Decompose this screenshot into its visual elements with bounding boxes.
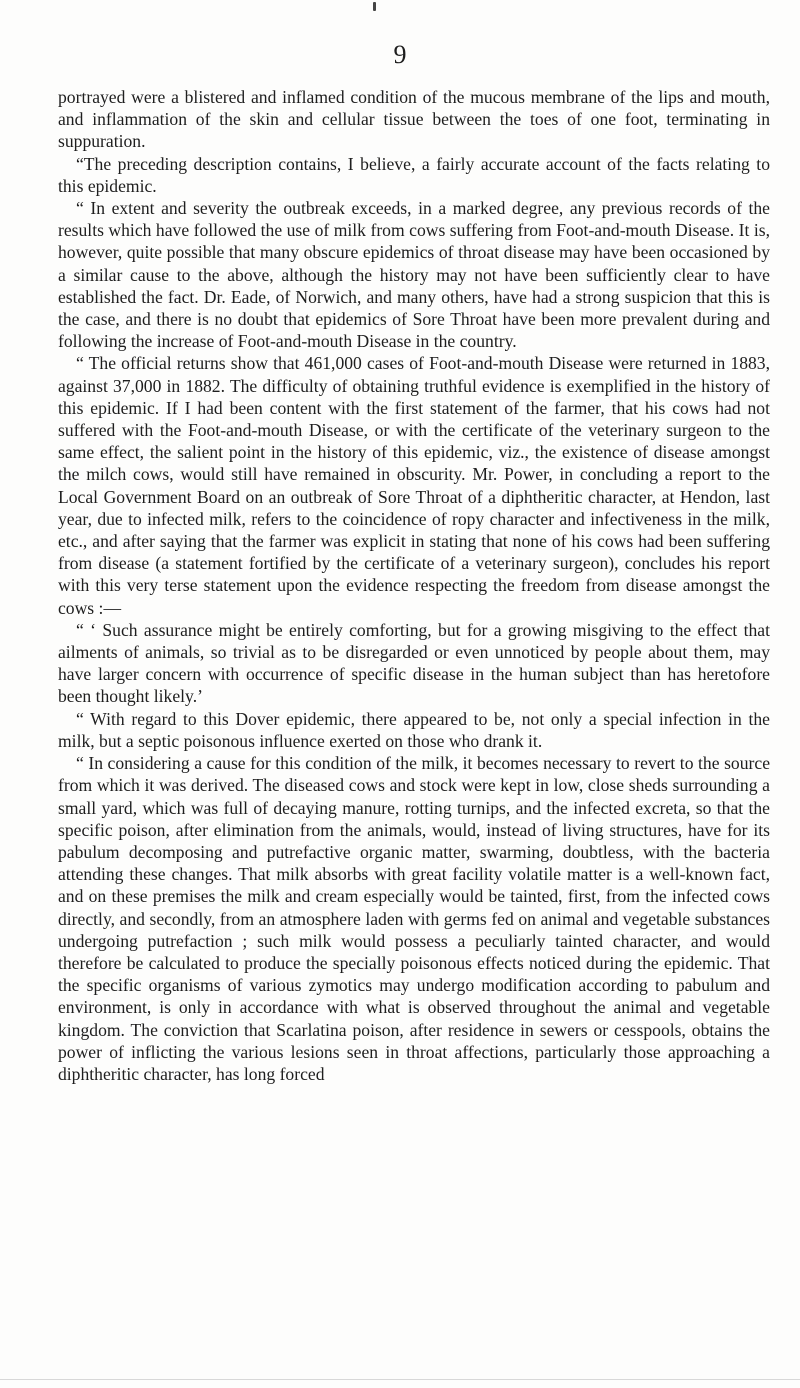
print-speck <box>373 2 376 11</box>
page-number: 9 <box>393 40 407 69</box>
paragraph-considering-cause: “ In considering a cause for this condition of the milk, it becomes necessary to revert to the source from which it was derived. The diseased cows and stock were kept in low, close sheds surrounding a small yard, which was full of decaying manure, rotting turnips, and the infected excreta, so that the specific poison, after elimination from the animals, would, instead of living structures, have for its pabulum decomposing and putrefactive organic matter, swarming, doubtless, with the bacteria attending these changes. That milk absorbs with great facility volatile matter is a well-known fact, and on these premises the milk and cream especially would be tainted, first, from the infected cows directly, and secondly, from an atmosphere laden with germs fed on animal and vegetable substances undergoing putrefaction ; such milk would possess a peculiarly tainted character, and would therefore be calculated to produce the specially poisonous effects noticed during the epidemic. That the specific organisms of various zymotics may undergo modification according to pabulum and environment, is only in accordance with what is observed throughout the animal and vegetable kingdom. The conviction that Scarlatina poison, after residence in sewers or cesspools, obtains the power of inflicting the various lesions seen in throat affections, particularly those approaching a diphtheritic character, has long forced <box>58 753 770 1084</box>
paragraph-extent-severity: “ In extent and severity the outbreak exceeds, in a marked degree, any previous records of the results which have followed the use of milk from cows suffering from Foot-and-mouth Disease. It is, however, quite possible that many obscure epidemics of throat disease may have been occasioned by a similar cause to the above, although the history may not have been sufficiently clear to have established the fact. Dr. Eade, of Norwich, and many others, have had a strong suspicion that this is the case, and there is no doubt that epidemics of Sore Throat have been more prevalent during and following the increase of Foot-and-mouth Disease in the country. <box>58 198 770 352</box>
body-text <box>58 86 770 1085</box>
paragraph-dover-epidemic: “ With regard to this Dover epidemic, there appeared to be, not only a special infection in the milk, but a septic poisonous influence exerted on those who drank it. <box>58 708 770 751</box>
paragraph-quoted-assurance: “ ‘ Such assurance might be entirely comforting, but for a growing misgiving to the effect that ailments of animals, so trivial as to be disregarded or even unnoticed by people about them, may have larger concern with occurrence of specific disease in the human subject than has heretofore been thought likely.’ <box>58 619 770 707</box>
page-edge-rule <box>0 1379 800 1380</box>
paragraph-official-returns: “ The official returns show that 461,000 cases of Foot-and-mouth Disease were returned in 1883, against 37,000 in 1882. The difficulty of obtaining truthful evidence is exemplified in the history of this epidemic. If I had been content with the first statement of the farmer, that his cows had not suffered with the Foot-and-mouth Disease, or with the certificate of the veterinary surgeon to the same effect, the salient point in the history of this epidemic, viz., the existence of disease amongst the milch cows, would still have remained in obscurity. Mr. Power, in concluding a report to the Local Government Board on an outbreak of Sore Throat of a diphtheritic character, at Hendon, last year, due to infected milk, refers to the coincidence of ropy character and infectiveness in the milk, etc., and after saying that the farmer was explicit in stating that none of his cows had been suffering from disease (a statement fortified by the certificate of a veterinary surgeon), concludes his report with this very terse statement upon the evidence respecting the freedom from disease amongst the cows :— <box>58 353 770 618</box>
paragraph-continued: portrayed were a blistered and inflamed condition of the mucous membrane of the lips and mouth, and inflammation of the skin and cellular tissue between the toes of one foot, terminating in suppuration. <box>58 87 770 152</box>
paragraph-preceding-description: “The preceding description contains, I believe, a fairly accurate account of the facts relating to this epidemic. <box>58 153 770 196</box>
